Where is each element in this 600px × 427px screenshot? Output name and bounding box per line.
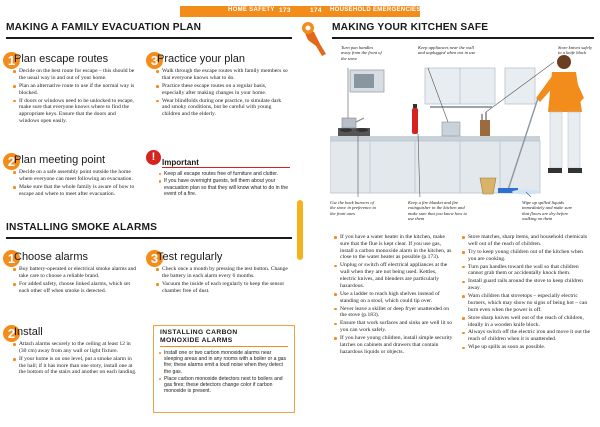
bullet: Warn children that stovetops – especially electric burners, which may show no signs of being hot – can burn even when the power is off.	[462, 293, 592, 313]
right-page	[300, 0, 600, 427]
bullet: Use a ladder to reach high shelves instead of standing on a stool, which could tip over.	[334, 291, 454, 305]
callout-back-burners: Use the back burners of the stove in preference to the front ones	[330, 200, 377, 216]
callout-fire-blanket: Keep a fire blanket and fire extinguisher in the kitchen and make sure that you know how to use them	[408, 200, 468, 222]
bullet: Store matches, sharp items, and household chemicals well out of the reach of children.	[462, 234, 592, 248]
callout-knife-block: Store knives safely in a knife block	[558, 45, 593, 56]
bullet: Wipe up spills as soon as possible.	[462, 344, 592, 351]
bullet: Plan an alternative route to use if the normal way is blocked.	[13, 83, 137, 97]
bullet: Decide on the best route for escape – this should be the usual way in and out of your home.	[13, 68, 137, 82]
smoke-title: INSTALLING SMOKE ALARMS	[6, 222, 158, 233]
callout-spills: Wipe up spilled liquids immediately and make sure that floors are dry before walking on them	[522, 200, 573, 222]
section-name: HOME SAFETY	[228, 7, 275, 13]
bullet: Ensure that work surfaces and sinks are well lit so you can work safely.	[334, 320, 454, 334]
bullet: Install guard rails around the stove to keep children away.	[462, 278, 592, 292]
bullet: Turn pan handles toward the wall so that children cannot grab them or accidentally knock them.	[462, 264, 592, 278]
page-number: 174	[310, 7, 322, 14]
kitchen-title: MAKING YOUR KITCHEN SAFE	[332, 22, 489, 33]
callout-pan-handles: Turn pan handles away from the front of the stove	[341, 45, 382, 61]
step-title: Plan escape routes	[14, 53, 109, 65]
bullet: Check once a month by pressing the test button. Change the battery in each alarm every 6 months.	[156, 266, 290, 280]
carbon-monoxide-box	[153, 325, 295, 413]
step-number: 3	[146, 250, 163, 267]
section-rule	[6, 37, 292, 39]
bullet: If you have young children, install simple security latches on cabinets and drawers that contain hazardous liquids or objects.	[334, 335, 454, 355]
bullet: Attach alarms securely to the ceiling at least 12 in (30 cm) away from any wall or light fixture.	[13, 341, 137, 355]
bullet: Wear blindfolds during one practice, to simulate dark and smoky conditions, but be careful with young children and the elderly.	[156, 98, 290, 118]
step-number: 3	[146, 52, 163, 69]
step-title: Install	[14, 326, 43, 338]
bullet: Keep all escape routes free of furniture and clutter.	[159, 171, 292, 177]
warning-icon: !	[146, 150, 161, 165]
bullet: Always switch off the electric iron and move it out the reach of children when it is unattended.	[462, 329, 592, 343]
bullet: Walk through the escape routes with family members so that everyone knows what to do.	[156, 68, 290, 82]
bullet: If doors or windows need to be unlocked to escape, make sure that everyone knows where to find the appropriate keys. Ensure that the doors and windows open easily.	[13, 98, 137, 125]
evacuation-title: MAKING A FAMILY EVACUATION PLAN	[6, 22, 202, 33]
page-number: 173	[279, 7, 291, 14]
section-rule	[6, 237, 292, 239]
step-bullets	[13, 169, 137, 199]
important-title: Important	[162, 158, 199, 167]
wrench-icon	[300, 18, 332, 58]
step-bullets	[156, 68, 290, 119]
bullet: If your home is on one level, put a smoke alarm in the hall; if it has more than one story, install one at the bottom of the stairs and another on each landing.	[13, 356, 137, 376]
kitchen-col2	[462, 234, 592, 352]
callout-appliances: Keep appliances near the wall and unplugged when not in use	[418, 45, 476, 56]
bullet: Store sharp knives well out of the reach of children, ideally in a wooden knife block.	[462, 315, 592, 329]
bullet: If you have a water heater in the kitchen, make sure that the flue is kept clear. If you use gas, install a carbon monoxide alarm in the kitchen, as close to the water heater as possible (p.173).	[334, 234, 454, 261]
step-title: Test regularly	[157, 251, 223, 263]
step-number: 2	[3, 325, 20, 342]
co-title-line2: MONOXIDE ALARMS	[160, 337, 233, 344]
bullet: Practice these escape routes on a regular basis, especially after making changes in your home.	[156, 83, 290, 97]
bullet: Make sure that the whole family is aware of how to escape and where to meet after evacuation.	[13, 184, 137, 198]
step-title: Plan meeting point	[14, 154, 106, 166]
bullet: Place carbon monoxide detectors next to boilers and gas fires; these detectors change color if carbon monoxide is present.	[159, 376, 290, 395]
kitchen-col1	[334, 234, 454, 357]
co-title-line1: INSTALLING CARBON	[160, 329, 238, 336]
step-title: Choose alarms	[14, 251, 88, 263]
bullet: Try to keep young children out of the kitchen when you are cooking.	[462, 249, 592, 263]
step-number: 2	[3, 153, 20, 170]
step-bullets	[13, 68, 137, 126]
bullet: Buy battery-operated or electrical smoke alarms and take care to choose a reliable brand.	[13, 266, 137, 280]
bullet: If you have overnight guests, tell them about your evacuation plan so that they will know what to do in the event of a fire.	[159, 178, 292, 197]
important-rule	[162, 167, 290, 168]
kitchen-illustration	[330, 40, 598, 197]
bullet: Unplug or switch off electrical appliances at the wall when they are not being used. Kettles, electric knives, and blenders are particularly hazardous.	[334, 262, 454, 289]
section-name: HOUSEHOLD EMERGENCIES	[330, 7, 421, 13]
important-bullets	[159, 171, 292, 198]
step-number: 1	[3, 52, 20, 69]
step-bullets	[156, 266, 290, 296]
bullet: Vacuum the inside of each regularly to keep the sensor chamber free of dust.	[156, 281, 290, 295]
bullet: For added safety, choose linked alarms, which set each other off when smoke is detected.	[13, 281, 137, 295]
section-rule	[332, 37, 594, 39]
step-title: Practice your plan	[157, 53, 246, 65]
co-rule	[160, 346, 288, 347]
bullet: Install one or two carbon monoxide alarms near sleeping areas and in any rooms with a boiler or a gas fire; these alarms emit a loud noise when they detect the gas.	[159, 350, 290, 375]
bullet: Never leave a skillet or deep fryer unattended on the stove (p.183).	[334, 306, 454, 320]
co-bullets	[159, 350, 290, 396]
step-bullets	[13, 266, 137, 296]
step-number: 1	[3, 250, 20, 267]
bullet: Decide on a safe assembly point outside the home where everyone can meet following an evacuation.	[13, 169, 137, 183]
step-bullets	[13, 341, 137, 377]
